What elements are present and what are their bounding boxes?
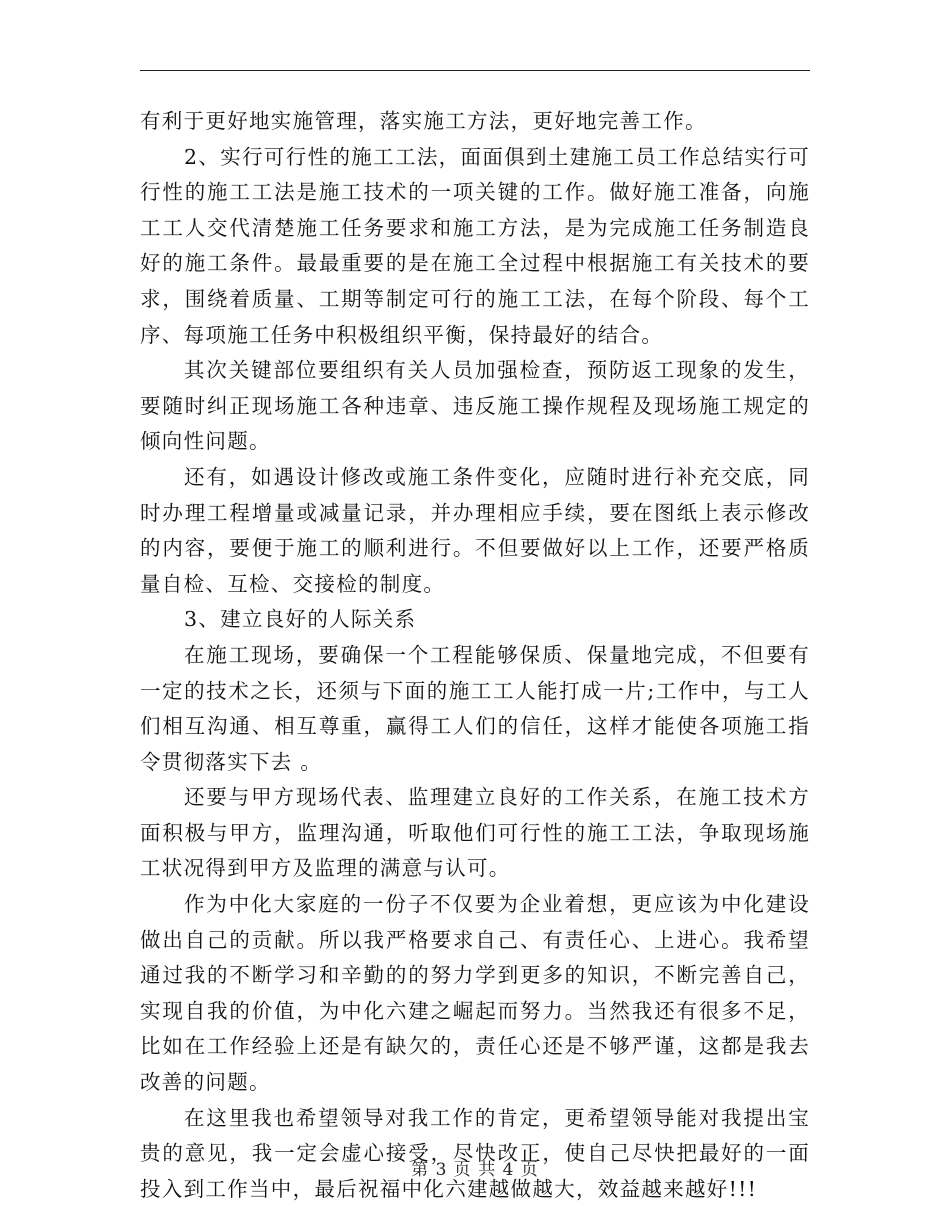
section-heading-relationships: 3、建立良好的人际关系: [184, 607, 417, 632]
paragraph-site-workers: 在施工现场，要确保一个工程能够保质、保量地完成，不但要有一定的技术之长，还须与下面的施工工人能打成一片;工作中，与工人们相互沟通、相互尊重，赢得工人们的信任，这样才能使各项施工指令贯彻落实下去 。: [140, 642, 810, 774]
paragraph-continuation: 有利于更好地实施管理，落实施工方法，更好地完善工作。: [140, 109, 707, 133]
paragraph-design-changes: 还有，如遇设计修改或施工条件变化，应随时进行补充交底，同时办理工程增量或减量记录，并办理相应手续，要在图纸上表示修改的内容，要便于施工的顺利进行。不但要做好以上工作，还要严格质量自检、互检、交接检的制度。: [140, 464, 810, 596]
paragraph-construction-method: 2、实行可行性的施工工法，面面俱到土建施工员工作总结实行可行性的施工工法是施工技术的一项关键的工作。做好施工准备，向施工工人交代清楚施工任务要求和施工方法，是为完成施工任务制造良好的施工条件。最最重要的是在施工全过程中根据施工有关技术的要求，围绕着质量、工期等制定可行的施工工法，在每个阶段、每个工序、每项施工任务中积极组织平衡，保持最好的结合。: [140, 144, 810, 347]
document-body: [140, 104, 810, 1207]
paragraph-inspection: 其次关键部位要组织有关人员加强检查，预防返工现象的发生，要随时纠正现场施工各种违章、违反施工操作规程及现场施工规定的倾向性问题。: [140, 358, 810, 454]
paragraph-self-reflection: 作为中化大家庭的一份子不仅要为企业着想，更应该为中化建设做出自己的贡献。所以我严格要求自己、有责任心、上进心。我希望通过我的不断学习和辛勤的的努力学到更多的知识，不断完善自己，实现自我的价值，为中化六建之崛起而努力。当然我还有很多不足，比如在工作经验上还是有缺欠的，责任心还是不够严谨，这都是我去改善的问题。: [140, 892, 810, 1095]
paragraph-closing: 在这里我也希望领导对我工作的肯定，更希望领导能对我提出宝贵的意见，我一定会虚心接受，尽快改正，使自己尽快把最好的一面投入到工作当中，最后祝福中化六建越做越大，效益越来越好!!!: [140, 1105, 810, 1201]
paragraph-client-supervision: 还要与甲方现场代表、监理建立良好的工作关系，在施工技术方面积极与甲方，监理沟通，听取他们可行性的施工工法，争取现场施工状况得到甲方及监理的满意与认可。: [140, 785, 810, 881]
page-number-footer: 第 3 页 共 4 页: [411, 1160, 539, 1180]
header-divider: [140, 70, 810, 71]
